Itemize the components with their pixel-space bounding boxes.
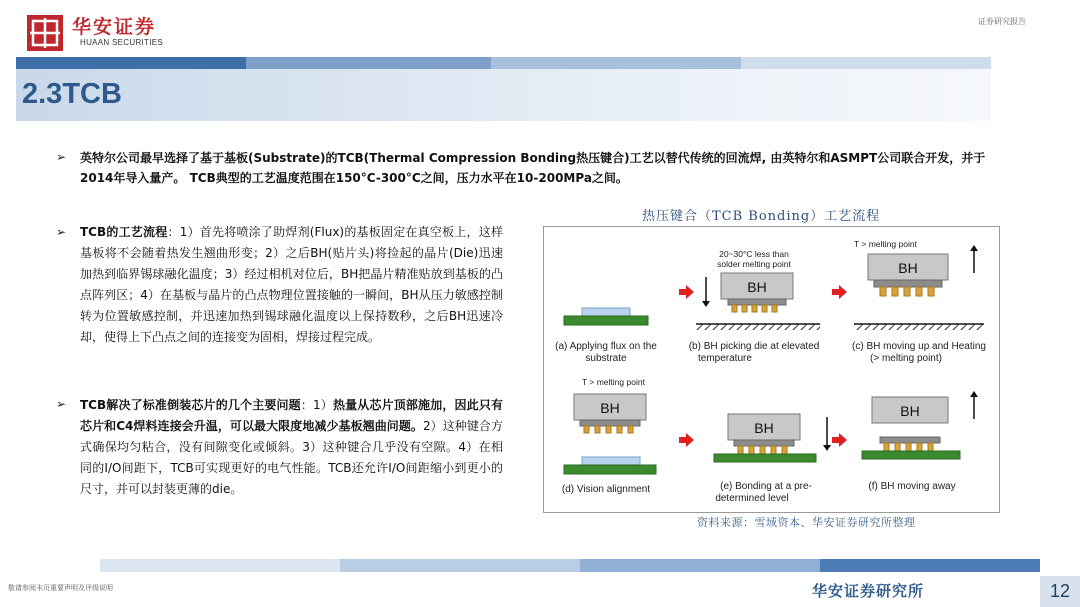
step-arrow-icon (832, 285, 847, 299)
step-f (862, 391, 978, 492)
figure-source: 资料来源：雪域资本、华安证券研究所整理 (697, 516, 916, 529)
melting-note-c: T > melting point (854, 239, 917, 249)
problem-bold: 热量从芯片顶部施加，因此只有芯片和C4焊料连接会升温，可以最大限度地减少基板翘曲问题。 (80, 398, 503, 433)
step-b (689, 249, 820, 364)
problem-colon: ：1） (300, 398, 333, 412)
footer-disclaimer: 敬请参阅末页重要声明及评级说明 (8, 584, 113, 592)
caption-b2: temperature (698, 353, 752, 364)
report-tag: 证券研究报告 (978, 17, 1026, 26)
caption-e2: determined level (715, 493, 789, 504)
footer-org-name: 华安证券研究所 (812, 582, 925, 600)
caption-e1: (e) Bonding at a pre- (720, 481, 812, 492)
title-background (16, 69, 991, 121)
step-e (714, 414, 831, 504)
bh-label: BH (747, 279, 767, 295)
caption-f: (f) BH moving away (868, 481, 956, 492)
process-paragraph (80, 222, 503, 348)
caption-d: (d) Vision alignment (561, 484, 651, 495)
step-arrow-icon (679, 433, 694, 447)
temp-note-1: 20~30°C less than (719, 249, 789, 259)
company-name-en: HUAAN SECURITIES (80, 38, 164, 47)
title-band-decoration (16, 57, 991, 69)
step-arrow-icon (832, 433, 847, 447)
caption-c1: (c) BH moving up and Heating (852, 341, 986, 352)
company-logo-mark (27, 15, 63, 51)
caption-c2: (> melting point) (870, 353, 942, 364)
intro-paragraph: 英特尔公司最早选择了基于基板(Substrate)的TCB(Thermal Compression Bonding热压键合)工艺以替代传统的回流焊, 由英特尔和ASMPT公司联合开发，并于2014年导入量产。 TCB典型的工艺温度范围在150°C-300°C之间，压力水平在10-200MPa之间。 (80, 151, 986, 185)
temp-note-2: solder melting point (717, 259, 791, 269)
step-c (852, 239, 986, 364)
caption-a2: substrate (585, 353, 627, 364)
caption-b1: (b) BH picking die at elevated (688, 341, 820, 352)
section-title: 2.3TCB (22, 78, 122, 110)
bullet-arrow-icon: ➢ (56, 397, 67, 411)
bh-label: BH (600, 400, 620, 416)
footer-band-decoration (100, 559, 1040, 572)
bullet-arrow-icon: ➢ (56, 225, 67, 239)
bh-label: BH (900, 403, 920, 419)
logo-icon (27, 15, 63, 51)
figure-title: 热压键合（TCB Bonding）工艺流程 (642, 209, 881, 224)
bullet-arrow-icon: ➢ (56, 150, 67, 164)
process-text: ：1）首先将喷涂了助焊剂(Flux)的基板固定在真空板上，这样基板将不会随着热发生翘曲形变；2）之后BH(贴片头)将捡起的晶片(Die)迅速加热到临界锡球融化温度；3）经过相机对位后，BH把晶片精准贴放到基板的凸点阵列区；4）在基板与晶片的凸点物理位置接触的一瞬间，BH从压力敏感控制转为位置敏感控制，并迅速加热到锡球融化温度以上保持数秒，之后BH迅速冷却，使得上下凸点之间的连接变为固相，焊接过程完成。 (80, 225, 503, 344)
caption-a1: (a) Applying flux on the (555, 341, 657, 352)
problem-heading: TCB解决了标准倒装芯片的几个主要问题 (80, 398, 301, 412)
melting-note-d: T > melting point (582, 377, 645, 387)
process-heading: TCB的工艺流程 (80, 225, 168, 239)
page-number: 12 (1049, 581, 1071, 601)
tcb-process-diagram (543, 226, 1000, 513)
company-name-cn: 华安证券 (72, 16, 157, 38)
bh-label: BH (898, 260, 918, 276)
step-arrow-icon (679, 285, 694, 299)
bh-label: BH (754, 420, 774, 436)
step-a (555, 308, 657, 364)
problem-paragraph (80, 395, 503, 500)
step-d (562, 377, 656, 495)
problem-text: 2）这种键合方式确保均匀粘合，没有间隙变化或倾斜。3）这种键合几乎没有空隙。4）在相同的I/O间距下，TCB可实现更好的电气性能。TCB还允许I/O间距缩小到更小的尺寸，并可以封装更薄的die。 (80, 419, 503, 496)
